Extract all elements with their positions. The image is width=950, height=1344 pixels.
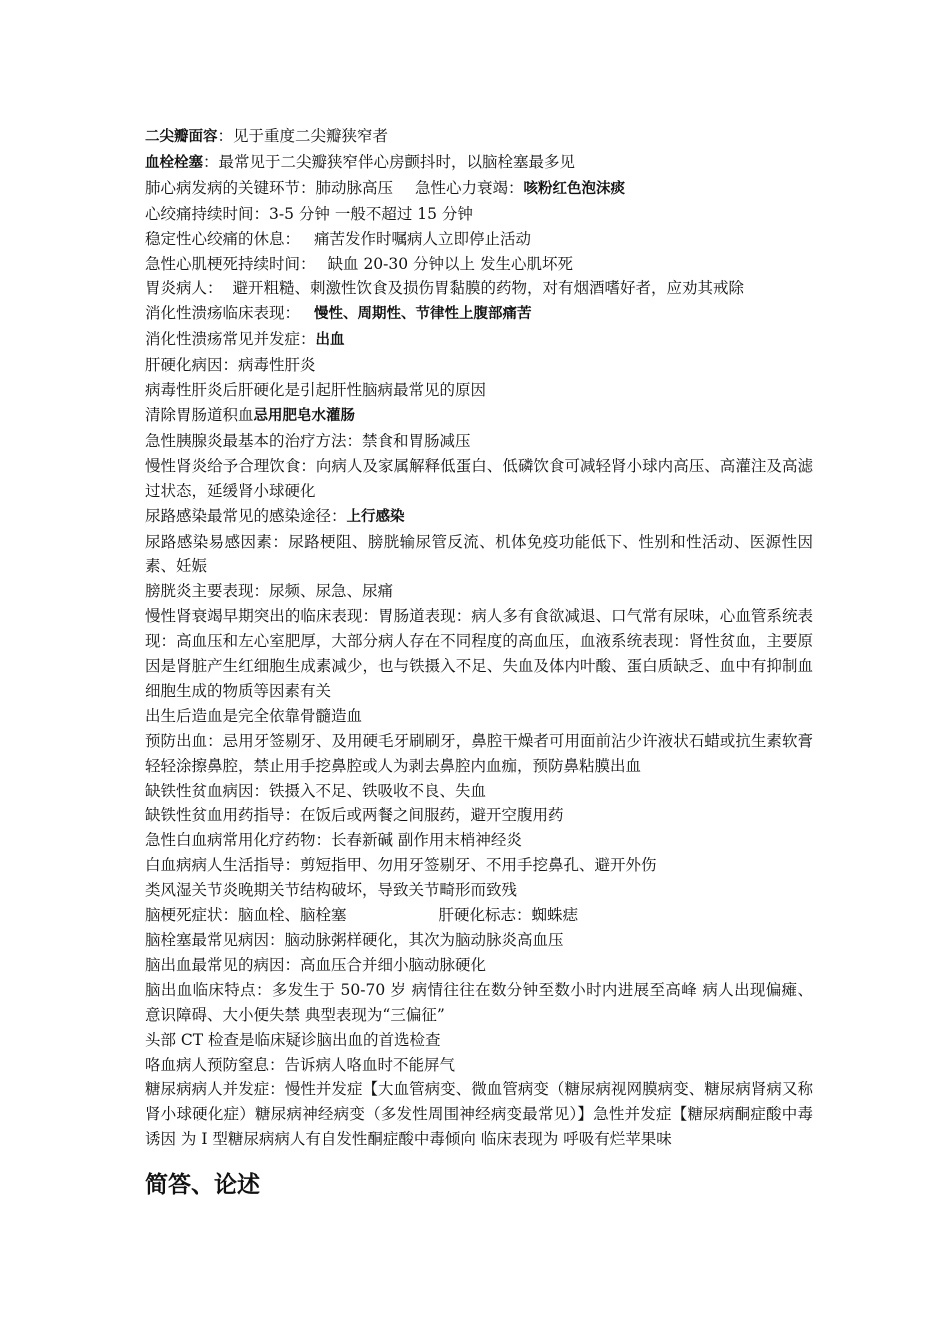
note-text: 痛苦发作时嘱病人立即停止活动 [314,229,532,248]
note-line [145,903,813,928]
note-text: 急性心力衰竭： [415,178,524,197]
note-line: 脑栓塞最常见病因：脑动脉粥样硬化，其次为脑动脉炎高血压 [145,931,564,949]
note-text: 脑梗死症状：脑血栓、脑栓塞 [145,906,347,925]
bold-term: 血栓栓塞 [145,154,203,171]
note-line: 类风湿关节炎晚期关节结构破坏，导致关节畸形而致残 [145,881,518,900]
bold-term: 上行感染 [346,508,405,525]
note-line: 缺铁性贫血病因：铁摄入不足、铁吸收不良、失血 [145,781,487,800]
note-line: 白血病病人生活指导：剪短指甲、勿用牙签剔牙、不用手挖鼻孔、避开外伤 [145,856,657,875]
note-line: 急性胰腺炎最基本的治疗方法：禁食和胃肠减压 [145,431,471,450]
note-paragraph: 糖尿病病人并发症：慢性并发症【大血管病变、微血管病变（糖尿病视网膜病变、糖尿病肾病又称肾小球硬化症）糖尿病神经病变（多发性周围神经病变最常见）】急性并发症【糖尿病酮症酸中毒 诱因 为 I 型糖尿病病人有自发性酮症酸中毒倾向 临床表现为 呼吸有烂苹果味 [145,1080,813,1149]
section-heading: 简答、论述 [145,1172,260,1199]
note-line: 脑出血最常见的病因：高血压合并细小脑动脉硬化 [145,955,487,974]
note-line [145,227,813,252]
note-line [145,327,813,353]
note-line [145,504,813,530]
note-line [145,124,813,150]
note-line: 头部 CT 检查是临床疑诊脑出血的首选检查 [145,1030,441,1049]
note-text: 缺血 20-30 分钟以上 发生心肌坏死 [327,254,573,273]
bold-term: 咳粉红色泡沫痰 [523,180,626,197]
bold-term: 出血 [315,332,345,349]
note-paragraph: 慢性肾衰竭早期突出的临床表现：胃肠道表现：病人多有食欲减退、口气常有尿味，心血管系统表现：高血压和左心室肥厚，大部分病人存在不同程度的高血压，血液系统表现：肾性贫血，主要原因是肾脏产生红细胞生成素减少，也与铁摄入不足、失血及体内叶酸、蛋白质缺乏、血中有抑制血细胞生成的物质等因素有关 [145,607,813,700]
note-line [145,150,813,176]
note-paragraph: 尿路感染易感因素：尿路梗阻、膀胱输尿管反流、机体免疫功能低下、性别和性活动、医源性因素、妊娠 [145,532,813,576]
note-line [145,403,813,429]
note-line: 急性白血病常用化疗药物：长春新碱 副作用末梢神经炎 [145,831,522,850]
note-text: 肺心病发病的关键环节：肺动脉高压 [145,178,394,197]
note-line [145,301,813,327]
bold-term: 二尖瓣面容 [145,129,218,145]
note-line: 出生后造血是完全依靠骨髓造血 [145,706,363,725]
note-paragraph: 慢性肾炎给予合理饮食：向病人及家属解释低蛋白、低磷饮食可减轻肾小球内高压、高灌注及高滤过状态，延缓肾小球硬化 [145,456,813,500]
note-line: 病毒性肝炎后肝硬化是引起肝性脑病最常见的原因 [145,381,487,400]
note-text: 消化性溃疡临床表现： [145,304,301,323]
note-line [145,252,813,277]
bold-term: 慢性、周期性、节律性上腹部痛苦 [314,306,532,323]
note-text: 清除胃肠道积血 [145,405,254,424]
note-text: 尿路感染最常见的感染途径： [145,506,347,525]
note-text: ：见于重度二尖瓣狭窄者 [217,127,389,145]
note-line: 心绞痛持续时间：3-5 分钟 一般不超过 15 分钟 [145,204,473,223]
bold-term: 忌用肥皂水灌肠 [253,407,356,424]
note-text: 急性心肌梗死持续时间： [145,254,316,273]
note-text: 肝硬化标志：蜘蛛痣 [438,906,579,925]
note-text: 稳定性心绞痛的休息： [145,229,301,248]
note-line: 咯血病人预防窒息：告诉病人咯血时不能屏气 [145,1055,456,1074]
note-text: 避开粗糙、刺激性饮食及损伤胃黏膜的药物，对有烟酒嗜好者，应劝其戒除 [232,279,745,298]
note-text: 胃炎病人： [145,279,223,298]
note-paragraph: 脑出血临床特点：多发生于 50-70 岁 病情往往在数分钟至数小时内进展至高峰 病人出现偏瘫、意识障碍、大小便失禁 典型表现为“三偏征” [145,980,813,1024]
note-line: 缺铁性贫血用药指导：在饭后或两餐之间服药，避开空腹用药 [145,806,564,825]
note-paragraph: 预防出血：忌用牙签剔牙、及用硬毛牙刷刷牙，鼻腔干燥者可用面前沾少许液状石蜡或抗生素软膏轻轻涂擦鼻腔，禁止用手挖鼻腔或人为剥去鼻腔内血痂，预防鼻粘膜出血 [145,731,813,775]
note-text: ：最常见于二尖瓣狭窄伴心房颤抖时，以脑栓塞最多见 [203,152,576,171]
note-text: 消化性溃疡常见并发症： [145,330,316,349]
note-line [145,276,813,301]
note-line [145,176,813,202]
note-line: 膀胱炎主要表现：尿频、尿急、尿痛 [145,582,394,601]
note-line: 肝硬化病因：病毒性肝炎 [145,356,316,375]
document-page [145,124,813,1200]
